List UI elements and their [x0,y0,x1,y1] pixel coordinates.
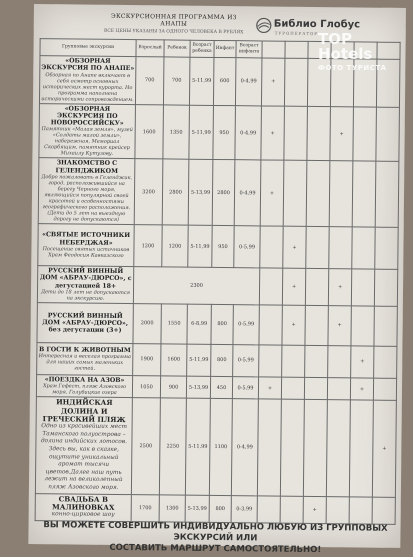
day-mark-cell [349,400,373,496]
infant-cell: 450 [210,376,232,399]
day-mark-cell [259,305,282,345]
day-mark-cell [280,399,304,495]
day-mark-cell [351,269,374,306]
day-mark-cell [352,161,376,227]
tour-name: «ПОЕЗДКА НА АЗОВ» [44,376,125,384]
adult-cell: 700 [135,57,163,105]
day-mark-cell [349,496,372,523]
day-mark-cell [259,268,282,305]
infant-cell: 950 [213,105,236,160]
tour-cell [35,397,132,494]
day-mark-cell [259,345,282,377]
table-row [37,343,397,379]
day-mark-cell [257,495,280,522]
infant-age-cell: 0-3,99 [231,495,257,522]
day-mark-cell [280,496,303,523]
child-cell: 1600 [161,344,187,376]
day-mark-cell [305,345,328,377]
day-mark-cell [373,378,396,401]
adult-cell: 3200 [134,159,163,225]
day-mark-cell: + [328,269,351,306]
infant-cell: 800 [211,344,233,376]
column-header: Ребенок [164,40,190,57]
tour-description: конно-цирковое шоу [51,511,115,519]
tour-description: Храм Гефест, пляж Азовского моря, Голубицкие озера [42,383,127,397]
child-age-cell: 5-13,99 [186,376,210,399]
tour-cell [36,375,132,398]
table-row [39,103,400,162]
day-mark-cell [376,107,400,162]
table-row [37,303,397,347]
day-mark-cell [374,269,397,306]
tour-description: Посещение святых источников Храм Феодосия Кавказского [42,246,130,259]
day-mark-cell: + [351,346,374,378]
day-mark-cell [353,106,377,161]
tour-cell [39,56,135,105]
day-mark-cell [303,400,327,496]
infant-age-cell: 0-4,99 [235,105,262,160]
tophotels-watermark [318,32,408,82]
day-mark-cell [307,106,331,161]
tour-name: РУССКИЙ ВИННЫЙ ДОМ «АБРАУ-ДЮРСО», с дегустацией 18+ [39,267,132,290]
child-age-cell: 5-13,99 [185,495,209,522]
day-mark-cell [304,377,327,400]
excursion-price-sheet [28,4,406,556]
column-header: Возраст ребенка [190,40,214,57]
day-mark-cell: + [258,377,281,400]
infant-cell: 600 [213,57,235,105]
day-mark-cell [374,346,397,378]
child-age-cell: 5-11,99 [189,57,213,105]
tour-cell [38,224,134,267]
day-mark-cell [372,497,395,524]
child-age-cell: 5-11,99 [188,225,212,267]
tour-name: «ОБЗОРНАЯ ЭКСКУРСИЯ ПО НОВОРОССИЙСКУ» [50,104,124,128]
globe-logo-icon [256,17,272,33]
child-age-cell: 6-8,99 [187,304,211,344]
infant-cell: 950 [212,226,234,268]
adult-cell: 1050 [132,376,160,399]
day-mark-cell [327,378,350,401]
tour-name: ЗНАКОМСТВО С ГЕЛЕНДЖИКОМ [55,159,118,175]
adult-cell: 1600 [135,104,164,159]
child-age-cell: 5-11,99 [187,344,211,376]
column-header: Инфант [214,40,236,57]
infant-cell: 2800 [212,160,235,226]
day-mark-cell [257,399,281,495]
day-mark-cell [329,227,352,269]
day-mark-cell [375,162,399,228]
day-mark-cell [374,306,397,346]
price-note: ВСЕ ЦЕНЫ УКАЗАНЫ ЗА ОДНОГО ЧЕЛОВЕКА В РУБЛЯХ [104,28,244,36]
table-row [37,266,397,307]
program-title-line-2: АНАПЫ [160,20,188,28]
day-mark-cell [328,346,351,378]
infant-cell: 800 [209,495,231,522]
day-mark-cell [305,268,328,305]
day-mark-cell [306,161,330,227]
program-title [74,12,274,28]
day-mark-cell: + [303,496,326,523]
child-cell: 900 [160,376,186,399]
day-mark-cell: + [260,160,284,226]
tour-name: «СВЯТЫЕ ИСТОЧНИКИ НЕБЕРДЖАЯ» [42,231,131,247]
infant-age-cell: 0-5,99 [234,226,260,268]
day-mark-cell [284,58,307,106]
footer-line-2: СОСТАВИТЬ МАРШРУТ САМОСТОЯТЕЛЬНО! [109,542,322,556]
day-mark-cell: + [372,400,396,496]
day-mark-cell [329,161,353,227]
day-mark-cell: + [261,106,285,161]
child-cell: 2250 [159,398,186,495]
infant-cell: 800 [211,304,233,344]
footer-note [42,520,388,557]
day-mark-cell: + [282,305,305,345]
child-cell: 1550 [161,304,187,344]
tour-cell [37,266,133,304]
column-header: Групповые экскурсии [40,39,136,57]
tour-name: ИНДИЙСКАЯ ДОЛИНА И ГРЕЧЕСКИЙ ПЛЯЖ [42,397,126,424]
tour-description: Добро пожаловать в Геленджик, город, расположившийся на берегу Черного моря, являющийся популярной своей красотой и особенностями географического расположения. (Дети до 5 лет на выездную дорогу не допускаются) [41,174,133,224]
tour-description: Одно из красивейших мест Таманского полуострова – долина индийских лотосов. Здесь вы, как в сказке, ощутите уникальный аромат тысячи цветов.Далее наш путь лежит на великолепный пляж Азовского моря. [40,423,128,491]
logo-name: Библио Глобус [273,18,361,31]
day-mark-cell: + [328,306,351,346]
infant-age-cell: 0-5,99 [233,345,259,377]
column-header: Возраст инфанта [236,41,262,58]
infant-cell: 1100 [209,399,232,495]
child-cell: 700 [163,57,189,105]
column-header [285,41,308,58]
day-mark-cell [306,226,329,268]
column-header [262,41,285,58]
tour-cell [37,303,133,344]
adult-cell: 2500 [131,398,160,495]
tour-name: СВАДЬБА В МАЛИНОВКАХ [51,493,115,512]
adult-cell: 1700 [131,494,159,521]
day-mark-cell [283,161,307,227]
day-mark-cell: + [330,106,354,161]
day-mark-cell [305,305,328,345]
child-cell: 1350 [163,105,190,160]
tour-cell [35,493,131,521]
day-mark-cell [281,377,304,400]
day-mark-cell [326,400,350,496]
table-row [35,397,396,497]
footer-line-1: ВЫ МОЖЕТЕ СОВЕРШИТЬ ИНДИВИДУАЛЬНО ЛЮБУЮ ИЗ ГРУППОВЫХ ЭКСКУРСИЙ ИЛИ [43,520,388,544]
day-mark-cell: + [283,226,306,268]
tour-cell [38,158,135,225]
child-age-cell: 5-13,99 [188,160,213,226]
column-header: Взрослый [136,40,164,57]
tour-name: РУССКИЙ ВИННЫЙ ДОМ «АБРАУ-ДЮРСО», без дегустации (3+) [42,311,129,335]
infant-age-cell: 0-5,99 [232,377,258,400]
day-mark-cell [375,227,398,269]
child-cell: 1300 [159,494,185,521]
tour-description: Памятник «Малая земля», музей «Солдаты малой земли», набережная, Мемориал Скорбящим, памятник крейсер Михаилу Кутузову. [41,126,133,158]
infant-age-cell: 0-4,99 [234,160,261,226]
tour-name: В ГОСТИ К ЖИВОТНЫМ [39,345,131,354]
watermark-subtitle: ФОТО ТУРИСТА [318,64,387,72]
tour-cell [39,103,136,159]
child-age-cell: 5-11,99 [185,398,210,494]
child-age-cell: 5-11,99 [189,105,214,160]
excursion-table [35,38,401,524]
tour-description: Обзорная по Анапе включает в себя осмотр основных исторических мест курорта. Но программа наполнена историческими сопровождением. [41,71,134,103]
price-cell: 2300 [133,267,259,305]
day-mark-cell [282,345,305,377]
adult-cell: 1900 [133,344,161,376]
program-title-line-1: ЭКСКУРСИОННАЯ ПРОГРАММА ИЗ [111,12,237,22]
day-mark-cell [352,227,375,269]
child-cell: 1200 [162,225,188,267]
day-mark-cell: + [350,378,373,401]
day-mark-cell [260,226,283,268]
tour-cell [37,343,133,376]
watermark-title: TOP Hotels [318,30,373,63]
tour-description: Дети до 18 лет не допускаются на экскурсию. [40,289,130,302]
table-row [38,224,398,270]
table-row [38,158,399,227]
adult-cell: 1200 [134,225,162,267]
day-mark-cell [351,306,374,346]
table-row [35,493,395,524]
infant-age-cell: 0-4,99 [231,399,258,496]
day-mark-cell: + [282,268,305,305]
adult-cell: 2000 [133,304,161,344]
tour-description: Интересная и веселая программа для наших самых маленьких гостей. [38,353,132,372]
infant-age-cell: 0-5,99 [233,305,259,345]
day-mark-cell [284,106,308,161]
logo-subtitle: ТУРОПЕРАТОР [274,30,319,37]
day-mark-cell: + [261,58,284,106]
infant-age-cell: 0-4,99 [235,58,261,106]
child-cell: 2800 [162,159,189,225]
day-mark-cell [326,496,349,523]
tour-name: «ОБЗОРНАЯ ЭКСКУРСИЯ ПО АНАПЕ» [41,57,135,73]
